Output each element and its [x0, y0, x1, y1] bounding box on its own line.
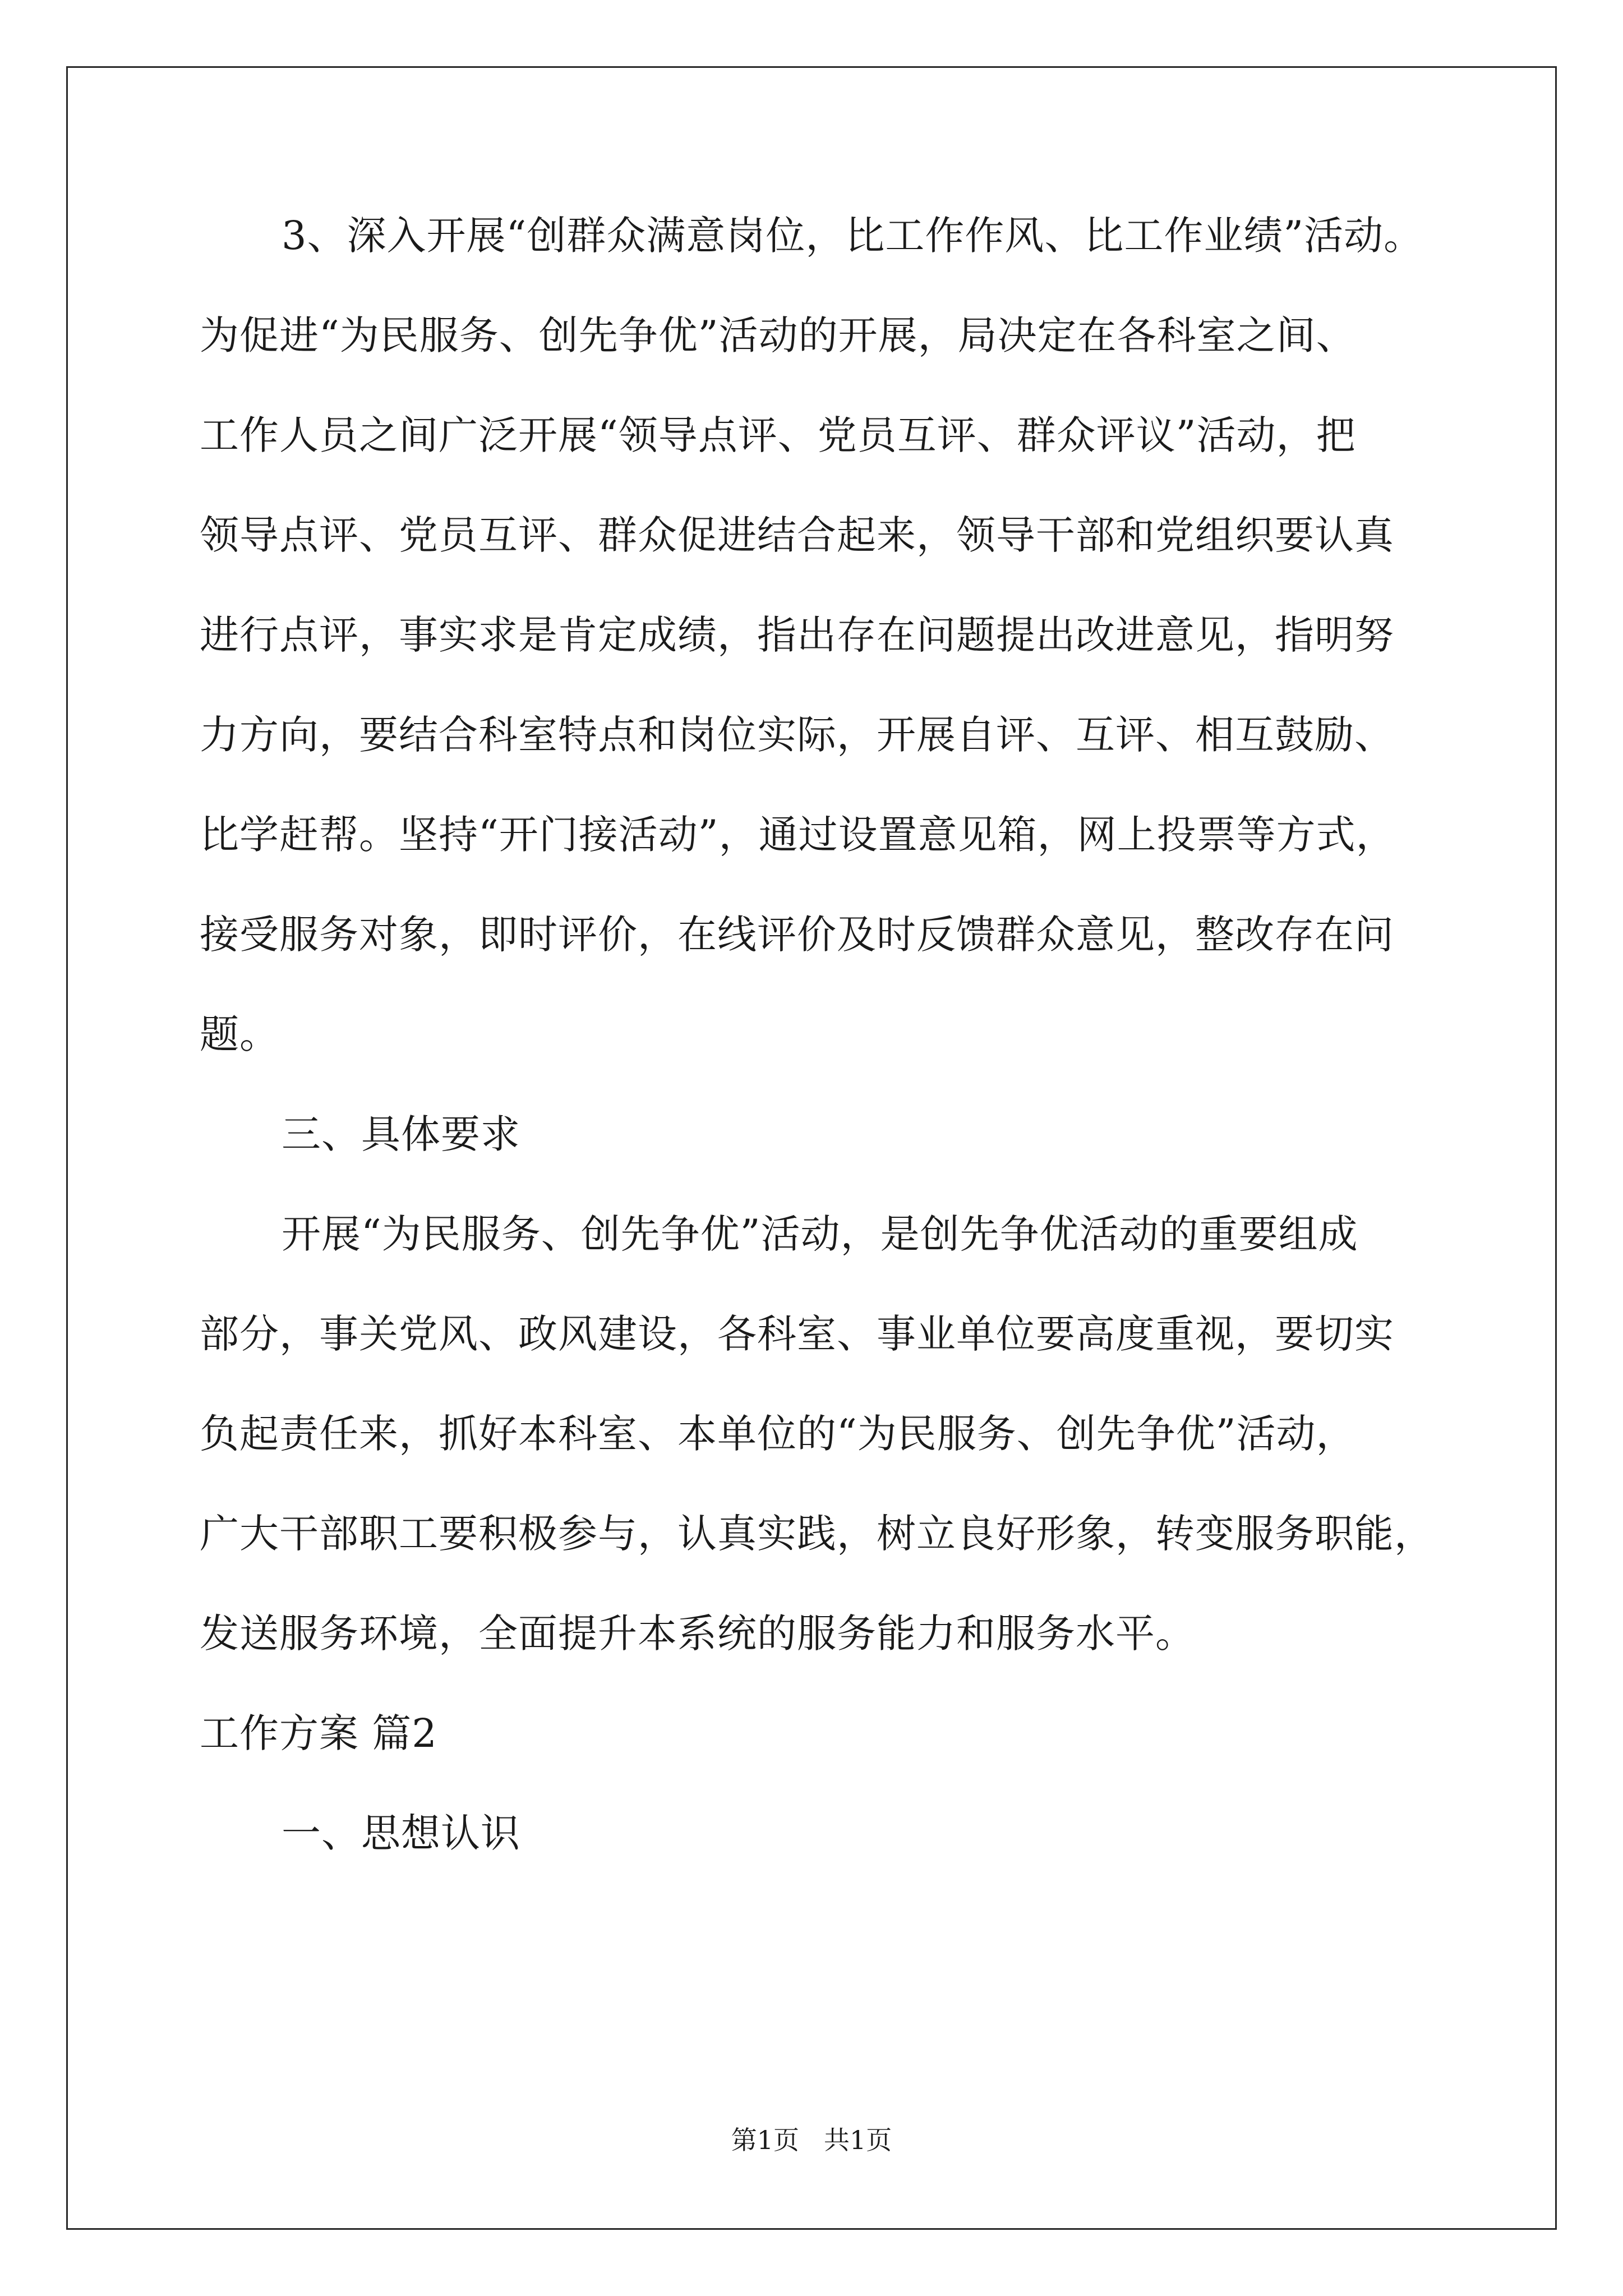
text-line: 发送服务环境，全面提升本系统的服务能力和服务水平。 — [200, 1611, 1195, 1657]
section-heading: 一、思想认识 — [282, 1810, 520, 1856]
page-footer — [0, 2127, 1623, 2153]
text-line: 3、深入开展“创群众满意岗位，比工作作风、比工作业绩”活动。 — [282, 213, 1424, 259]
document-subtitle: 工作方案 篇2 — [200, 1710, 437, 1756]
text-line: 负起责任来，抓好本科室、本单位的“为民服务、创先争优”活动， — [200, 1411, 1356, 1457]
text-line: 部分，事关党风、政风建设，各科室、事业单位要高度重视，要切实 — [200, 1311, 1394, 1357]
section-heading: 三、具体要求 — [282, 1111, 520, 1157]
page-total: 共1页 — [824, 2125, 892, 2155]
text-line: 进行点评，事实求是肯定成绩，指出存在问题提出改进意见，指明努 — [200, 612, 1394, 658]
document-body — [200, 213, 1468, 1856]
text-line: 广大干部职工要积极参与，认真实践，树立良好形象，转变服务职能， — [200, 1511, 1434, 1557]
text-line: 工作人员之间广泛开展“领导点评、党员互评、群众评议”活动，把 — [200, 412, 1356, 458]
text-line: 比学赶帮。坚持“开门接活动”，通过设置意见箱，网上投票等方式， — [200, 812, 1396, 858]
text-line: 题。 — [200, 1011, 279, 1057]
page-number: 第1页 — [731, 2125, 799, 2155]
text-line: 领导点评、党员互评、群众促进结合起来，领导干部和党组织要认真 — [200, 512, 1394, 558]
text-line: 力方向，要结合科室特点和岗位实际，开展自评、互评、相互鼓励、 — [200, 712, 1394, 758]
text-line: 为促进“为民服务、创先争优”活动的开展，局决定在各科室之间、 — [200, 312, 1356, 358]
text-line: 开展“为民服务、创先争优”活动，是创先争优活动的重要组成 — [282, 1211, 1358, 1257]
text-line: 接受服务对象，即时评价，在线评价及时反馈群众意见，整改存在问 — [200, 912, 1394, 958]
